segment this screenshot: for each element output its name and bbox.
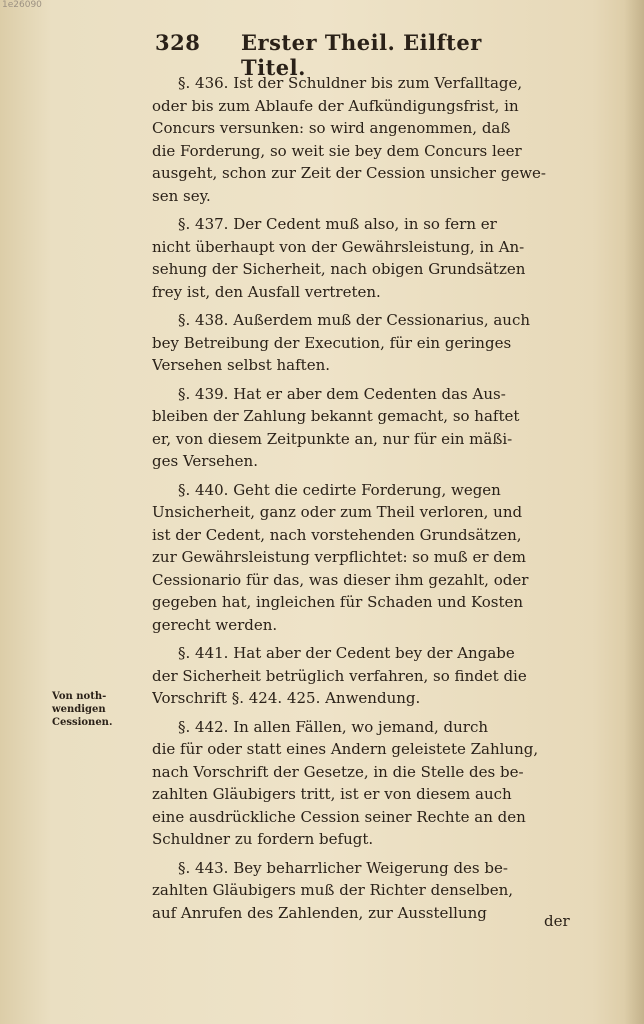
margin-note-line: Von noth- [52, 691, 107, 702]
text-line: §. 442. In allen Fällen, wo jemand, durch [178, 717, 489, 736]
text-line: gerecht werden. [152, 615, 278, 634]
text-line: oder bis zum Ablaufe der Aufkündigungsfrist, in [152, 96, 519, 115]
paragraph [152, 642, 582, 710]
text-line: sen sey. [152, 186, 211, 205]
text-line: §. 443. Bey beharrlicher Weigerung des be- [178, 858, 508, 877]
text-line: §. 441. Hat aber der Cedent bey der Angabe [178, 644, 515, 662]
paragraph [152, 857, 582, 925]
text-line: zahlten Gläubigers tritt, ist er von diesem auch [152, 785, 512, 803]
text-line: sehung der Sicherheit, nach obigen Grundsätzen [152, 260, 526, 278]
text-line: ausgeht, schon zur Zeit der Cession unsicher gewe- [152, 164, 546, 182]
text-line: die für oder statt eines Andern geleistete Zahlung, [152, 740, 539, 758]
text-line: der Sicherheit betrüglich verfahren, so findet die [152, 666, 527, 685]
text-line: zur Gewährsleistung verpflichtet: so muß er dem [152, 548, 526, 566]
text-line: §. 439. Hat er aber dem Cedenten das Aus- [178, 384, 506, 403]
text-line: §. 438. Außerdem muß der Cessionarius, auch [178, 311, 531, 329]
page-number: 328 [155, 30, 201, 55]
text-line: §. 437. Der Cedent muß also, in so fern er [178, 215, 497, 233]
text-line: auf Anrufen des Zahlenden, zur Ausstellung [152, 903, 487, 922]
text-line: §. 440. Geht die cedirte Forderung, wegen [178, 480, 501, 499]
page-edge-shadow [624, 0, 644, 1024]
paragraph [152, 383, 582, 473]
text-line: Versehen selbst haften. [152, 356, 331, 374]
text-line: Concurs versunken: so wird angenommen, daß [152, 119, 511, 137]
text-line: §. 436. Ist der Schuldner bis zum Verfalltage, [178, 74, 523, 92]
text-line: bey Betreibung der Execution, für ein geringes [152, 333, 512, 352]
text-line: Cessionario für das, was dieser ihm gezahlt, oder [152, 570, 529, 589]
paragraph [152, 213, 582, 303]
text-line: nicht überhaupt von der Gewährsleistung, in An- [152, 237, 525, 256]
text-line: Unsicherheit, ganz oder zum Theil verloren, und [152, 503, 523, 521]
page-header [155, 30, 525, 80]
text-line: eine ausdrückliche Cession seiner Rechte an den [152, 807, 526, 826]
text-line: gegeben hat, ingleichen für Schaden und Kosten [152, 593, 524, 611]
scan-id: 1e26090 [2, 0, 42, 10]
catchword: der [544, 912, 570, 930]
text-line: zahlten Gläubigers muß der Richter denselben, [152, 881, 514, 899]
text-line: nach Vorschrift der Gesetze, in die Stelle des be- [152, 762, 524, 781]
text-line: ist der Cedent, nach vorstehenden Grundsätzen, [152, 525, 522, 544]
paragraph [152, 309, 582, 377]
text-line: frey ist, den Ausfall vertreten. [152, 282, 381, 301]
body-text [152, 72, 582, 930]
text-line: die Forderung, so weit sie bey dem Concurs leer [152, 141, 522, 160]
paragraph [152, 716, 582, 851]
margin-note [52, 690, 132, 729]
text-line: ges Versehen. [152, 452, 258, 470]
paragraph [152, 72, 582, 207]
margin-note-line: Cessionen. [52, 717, 113, 728]
text-line: Vorschrift §. 424. 425. Anwendung. [152, 689, 421, 707]
paragraph [152, 479, 582, 637]
running-title: Erster Theil. Eilfter Titel. [241, 30, 482, 80]
text-line: bleiben der Zahlung bekannt gemacht, so haftet [152, 407, 520, 425]
margin-note-line: wendigen [52, 704, 106, 715]
text-line: er, von diesem Zeitpunkte an, nur für ein mäßi- [152, 429, 513, 448]
text-line: Schuldner zu fordern befugt. [152, 830, 374, 848]
